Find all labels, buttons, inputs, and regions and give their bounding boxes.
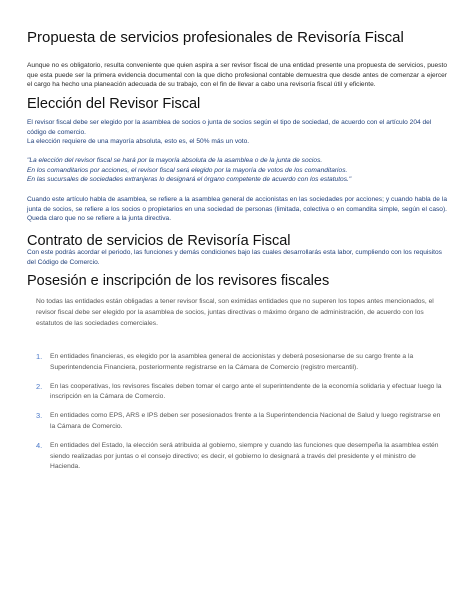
list-item: [36, 441, 446, 473]
eleccion-quote-2: En los comanditarios por acciones, el revisor fiscal será elegido por la mayoría de votos de los comanditarios.: [27, 166, 348, 174]
heading-contrato: Contrato de servicios de Revisoría Fiscal: [27, 233, 291, 249]
list-item-text: En entidades del Estado, la elección será atribuida al gobierno, siempre y cuando las funciones que desempeña la asamblea estén siendo realizadas por juntas o el consejo directivo; es decir, el gobierno lo designará a través del presidente y el ministro de Hacienda.: [50, 441, 439, 471]
list-item-text: En las cooperativas, los revisores fiscales deben tomar el cargo ante el superintendente de la economía solidaria y efectuar luego la inscripción en la Cámara de Comercio.: [50, 382, 442, 401]
posesion-list: [36, 352, 446, 473]
list-item: [36, 382, 446, 404]
list-item: [36, 411, 446, 433]
eleccion-paragraph-1: El revisor fiscal debe ser elegido por la asamblea de socios o junta de socios según el tipo de sociedad, de acuerdo con el artículo 204 del código de comercio.: [27, 119, 432, 136]
posesion-intro: No todas las entidades están obligadas a tener revisor fiscal, son eximidas entidades que no superen los topes antes mencionados, el revisor fiscal debe ser elegido por la asamblea de socios, juntas directivas o máximo órgano de administración, de acuerdo con los estatutos de las sociedades comerciales.: [36, 298, 434, 327]
heading-eleccion: Elección del Revisor Fiscal: [27, 96, 201, 112]
eleccion-paragraph-2: La elección requiere de una mayoría absoluta, esto es, el 50% más un voto.: [27, 138, 250, 145]
list-item: [36, 352, 446, 374]
eleccion-paragraph-3: Cuando este artículo habla de asamblea, se refiere a la asamblea general de accionistas en las sociedades por acciones; y cuando habla de la junta de socios, se refiere a los socios o propietarios en una sociedad de personas (limitada, colectiva o en comandita simple, según el caso). Queda claro que no se refiere a la junta directiva.: [27, 196, 447, 223]
list-item-text: En entidades como EPS, ARS e IPS deben ser posesionados frente a la Superintendencia Nacional de Salud y luego registrarse en la Cámara de Comercio.: [50, 412, 441, 430]
heading-posesion: Posesión e inscripción de los revisores fiscales: [27, 273, 330, 289]
list-item-number: 3.: [36, 411, 43, 421]
list-item-number: 1.: [36, 352, 43, 361]
list-item-number: 4.: [36, 440, 43, 450]
list-item-number: 2.: [36, 381, 43, 391]
eleccion-quote-1: "La elección del revisor fiscal se hará por la mayoría absoluta de la asamblea o de la junta de socios.: [27, 157, 323, 164]
eleccion-quote-3: En las sucursales de sociedades extranjeras lo designará el órgano competente de acuerdo con los estatutos.": [27, 176, 352, 184]
list-item-text: En entidades financieras, es elegido por la asamblea general de accionistas y deberá posesionarse de su cargo frente a la Superintendencia Financiera, posteriormente registrarse en la Cámara de Comercio (registro mercantil).: [50, 353, 414, 371]
contrato-paragraph: Con este podrás acordar el periodo, las funciones y demás condiciones bajo las cuales desarrollarás esta labor, cumpliendo con los requisitos del Código de Comercio.: [27, 249, 442, 266]
intro-paragraph: Aunque no es obligatorio, resulta conveniente que quien aspira a ser revisor fiscal de una entidad presente una propuesta de servicios, puesto que esta puede ser la primera evidencia documental con la que dicho profesional contable demuestra que desde antes de comenzar a ejercer el cargo ha hecho una planeación adecuada de su trabajo, con el fin de llevar a cabo una revisoría fiscal útil y eficiente.: [27, 62, 447, 89]
document-title: Propuesta de servicios profesionales de Revisoría Fiscal: [27, 29, 404, 46]
